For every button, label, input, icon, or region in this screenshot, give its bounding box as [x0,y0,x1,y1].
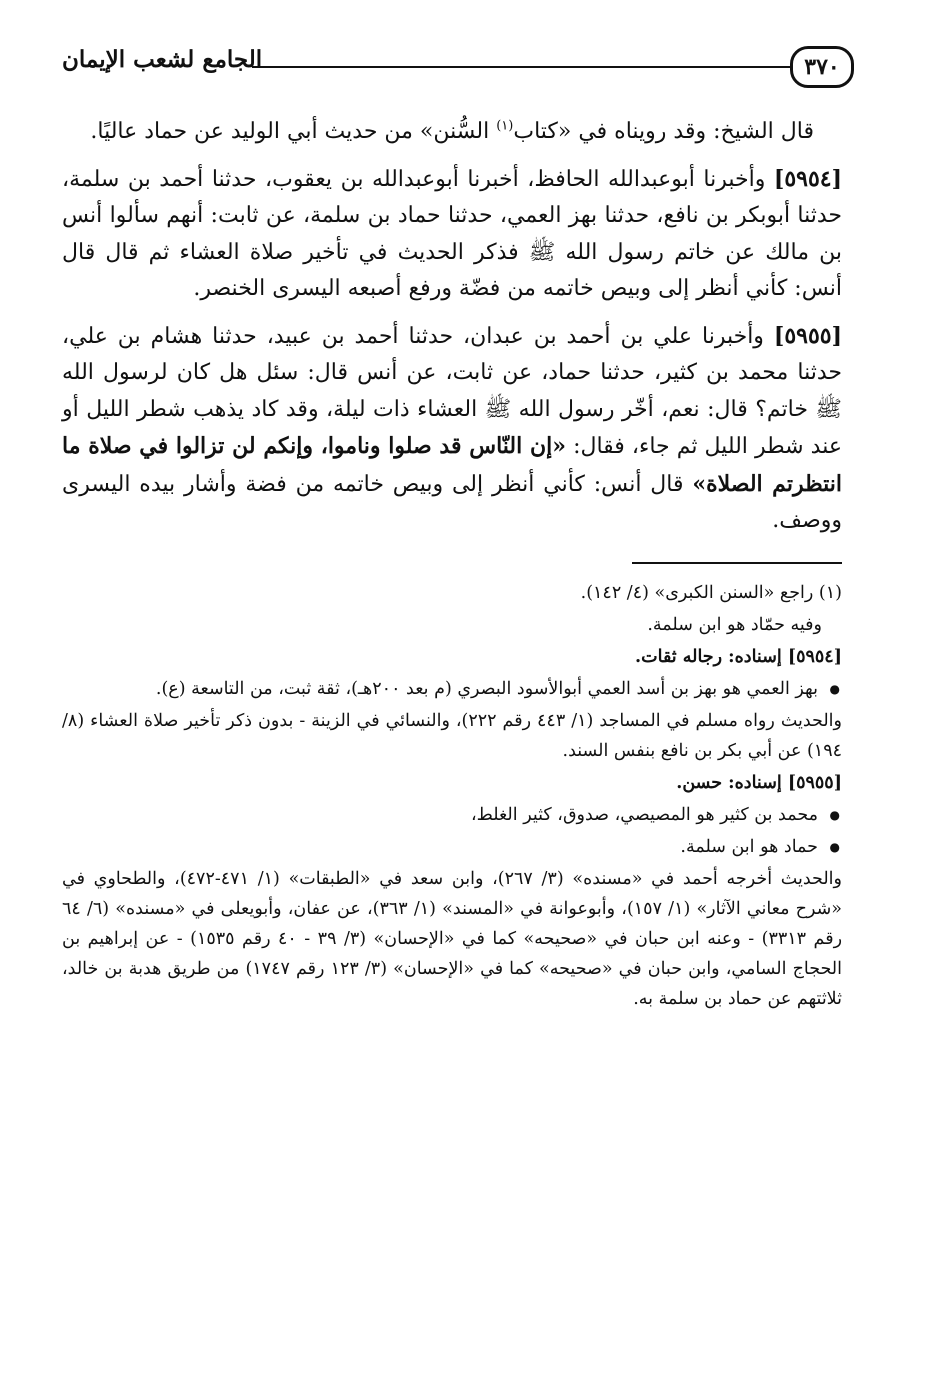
note-label: [٥٩٥٤] إسناده: [728,646,842,667]
note-5954-narrator: ● بهز العمي هو بهز بن أسد العمي أبوالأسود البصري (م بعد ٢٠٠هـ)، ثقة ثبت، من التاسعة (ع). [62,674,842,704]
hadith-5954 [62,161,842,308]
note-grade: رجاله ثقات. [635,646,729,667]
hadith-text: وأخبرنا علي بن أحمد بن عبدان، حدثنا أحمد بن عبيد، حدثنا هشام بن علي، حدثنا محمد بن كثير، حدثنا حماد، عن ثابت، عن أنس قال: سئل هل كان لرسول الله ﷺ خاتم؟ قال: نعم، أخّر رسول الله ﷺ العشاء ذات ليلة، وقد كاد يذهب شطر الليل أو عند شطر الليل ثم جاء، فقال: [62,323,842,459]
hadith-text: قال أنس: كأني أنظر إلى وبيص خاتمه من فضة وأشار بيده اليسرى ووصف. [62,471,842,533]
page-header [62,40,842,104]
page-number: ٣٧٠ [790,46,854,88]
note-5955-narrator-2: ● حماد هو ابن سلمة. [62,832,842,862]
note-5954-takhrij: والحديث رواه مسلم في المساجد (١/ ٤٤٣ رقم ٢٢٢)، والنسائي في الزينة - بدون ذكر تأخير صلاة العشاء (٨/ ١٩٤) عن أبي بكر بن نافع بنفس السند. [62,710,842,761]
note-5954-isnad [62,642,842,672]
footnote-marker: (١) [496,118,514,134]
note-label: [٥٩٥٥] إسناده: [728,772,842,793]
note-5955-narrator-1: ● محمد بن كثير هو المصيصي، صدوق، كثير الغلط، [62,800,842,830]
book-title: الجامع لشعب الإيمان [62,46,263,73]
footnote-1: (١) راجع «السنن الكبرى» (٤/ ١٤٢). [580,582,842,603]
header-rule [252,66,790,68]
main-text [62,114,842,540]
note-5955-takhrij: والحديث أخرجه أحمد في «مسنده» (٣/ ٢٦٧)، وابن سعد في «الطبقات» (١/ ٤٧١-٤٧٢)، والطحاوي في «شرح معاني الآثار» (١/ ١٥٧)، وأبوعوانة في «المسند» (١/ ٣٦٣)، عن عفان، وأبويعلى في «مسنده» (٦/ ٦٤ رقم ٣٣١٣) - وعنه ابن حبان في «صحيحه» كما في «الإحسان» (٣/ ٣٩ - ٤٠ رقم ١٥٣٥) - عن إبراهيم بن الحجاج السامي، وابن حبان في «صحيحه» كما في «الإحسان» (٣/ ١٢٣ رقم ١٧٤٧) من طريق هدبة بن خالد، ثلاثتهم عن حماد بن سلمة به. [62,868,843,1009]
paragraph-text: قال الشيخ: وقد رويناه في «كتاب [513,119,814,144]
book-page [62,40,842,1340]
hadith-number: [٥٩٥٤] [773,165,842,192]
footnote-1-note: وفيه حمّاد هو ابن سلمة. [647,614,822,635]
hadith-number: [٥٩٥٥] [773,322,842,349]
footnotes [62,578,842,1014]
hadith-quote: «إن النّاس قد صلوا وناموا، وإنكم لن تزالوا في صلاة ما انتظرتم الصلاة» [62,433,843,497]
paragraph-text: السُّنن» من حديث أبي الوليد عن حماد عاليًا. [90,119,497,144]
paragraph-intro [62,114,842,151]
hadith-5955 [62,318,842,540]
note-grade: حسن. [676,772,729,793]
footnote-separator [632,562,842,564]
note-5955-isnad [62,768,842,798]
hadith-text: وأخبرنا أبوعبدالله الحافظ، أخبرنا أبوعبدالله بن يعقوب، حدثنا أحمد بن سلمة، حدثنا أبوبكر بن نافع، حدثنا بهز العمي، حدثنا حماد بن سلمة، عن ثابت: أنهم سألوا أنس بن مالك عن خاتم رسول الله ﷺ فذكر الحديث في تأخير صلاة العشاء ثم قال قال أنس: كأني أنظر إلى وبيص خاتمه من فضّة ورفع أصبعه اليسرى الخنصر. [62,166,842,301]
